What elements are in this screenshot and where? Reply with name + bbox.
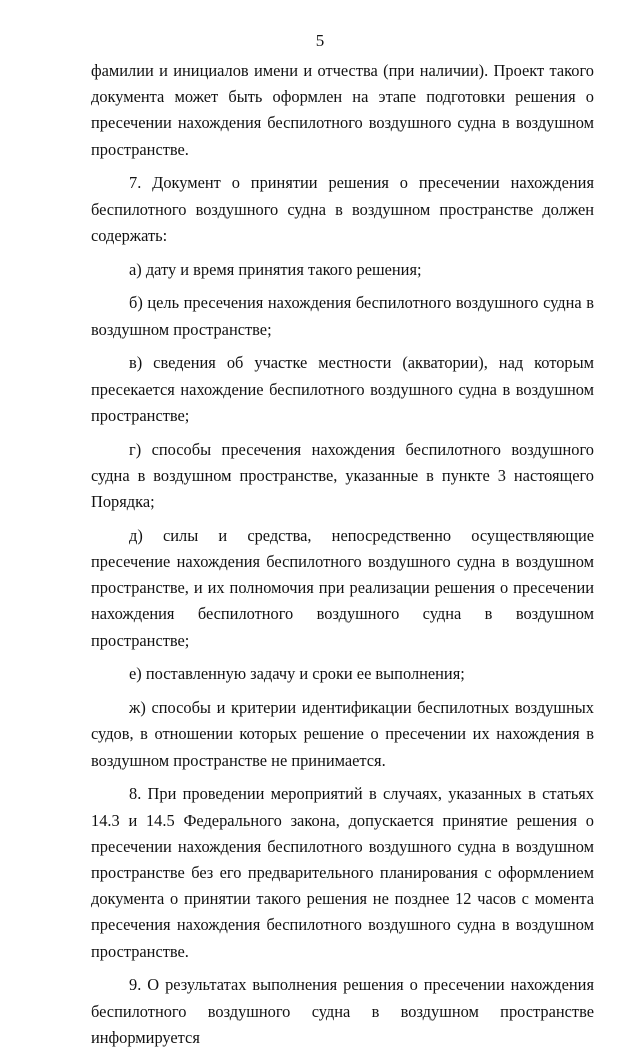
paragraph-continuation: фамилии и инициалов имени и отчества (при наличии). Проект такого документа может быть оформлен на этапе подготовки решения о пресечении нахождения беспилотного воздушного судна в воздушном пространстве. [91, 61, 594, 159]
page-number: 5 [315, 31, 325, 50]
paragraph-subitem-zh: ж) способы и критерии идентификации беспилотных воздушных судов, в отношении которых решение о пресечении их нахождения в воздушном пространстве не принимается. [91, 698, 594, 770]
paragraph-subitem-a: а) дату и время принятия такого решения; [129, 259, 422, 279]
paragraph-subitem-e: е) поставленную задачу и сроки ее выполнения; [129, 664, 465, 684]
paragraph-subitem-v: в) сведения об участке местности (акватории), над которым пресекается нахождение беспилотного воздушного судна в воздушном пространстве; [91, 353, 594, 425]
paragraph-subitem-d: д) силы и средства, непосредственно осуществляющие пресечение нахождения беспилотного воздушного судна в воздушном пространстве, и их полномочия при реализации решения о пресечении нахождения беспилотного воздушного судна в воздушном пространстве; [91, 525, 594, 650]
paragraph-subitem-g: г) способы пресечения нахождения беспилотного воздушного судна в воздушном пространстве, указанные в пункте 3 настоящего Порядка; [91, 439, 594, 512]
paragraph-item-7: 7. Документ о принятии решения о пресечении нахождения беспилотного воздушного судна в воздушном пространстве должен содержать: [91, 173, 594, 245]
document-body [91, 58, 594, 1051]
paragraph-subitem-b: б) цель пресечения нахождения беспилотного воздушного судна в воздушном пространстве; [91, 293, 594, 339]
paragraph-item-9: 9. О результатах выполнения решения о пресечении нахождения беспилотного воздушного судна в воздушном пространстве информируется [91, 975, 594, 1047]
paragraph-item-8: 8. При проведении мероприятий в случаях, указанных в статьях 14.3 и 14.5 Федерального закона, допускается принятие решения о пресечении нахождения беспилотного воздушного судна в воздушном пространстве без его предварительного планирования с оформлением документа о принятии такого решения не позднее 12 часов с момента пресечения нахождения беспилотного воздушного судна в воздушном пространстве. [91, 784, 594, 961]
